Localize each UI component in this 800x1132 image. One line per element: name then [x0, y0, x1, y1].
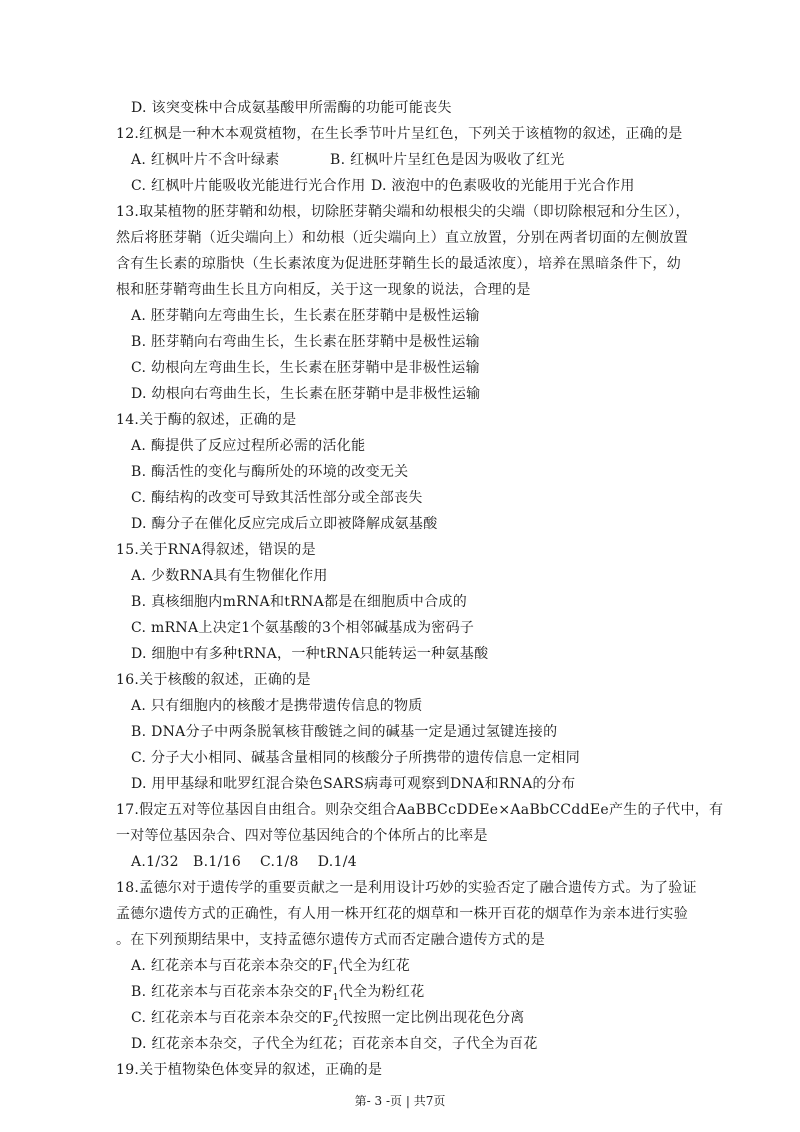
q18-option-a: A. 红花亲本与百花亲本杂交的$F_1$代全为红花	[131, 958, 411, 977]
q12-option-d: D. 液泡中的色素吸收的光能用于光合作用	[371, 178, 635, 194]
q19-stem: 19.关于植物染色体变异的叙述，正确的是	[116, 1062, 383, 1078]
q18-stem-2: 孟德尔遗传方式的正确性，有人用一株开红花的烟草和一株开百花的烟草作为亲本进行实验	[116, 906, 688, 922]
q17-stem-2: 一对等位基因杂合、四对等位基因纯合的个体所占的比率是	[116, 828, 488, 844]
q13-option-c: C. 幼根向左弯曲生长，生长素在胚芽鞘中是非极性运输	[131, 360, 480, 376]
q14-option-d: D. 酶分子在催化反应完成后立即被降解成氨基酸	[131, 516, 438, 532]
page-footer: 第- 3 -页 | 共7页	[354, 1094, 446, 1108]
q16-option-a: A. 只有细胞内的核酸才是携带遗传信息的物质	[131, 698, 423, 714]
q13-stem-3: 含有生长素的琼脂快（生长素浓度为促进胚芽鞘生长的最适浓度），培养在黑暗条件下，幼	[116, 256, 681, 272]
q12-stem: 12.红枫是一种木本观赏植物，在生长季节叶片呈红色，下列关于该植物的叙述，正确的是	[116, 126, 683, 142]
q13-stem-4: 根和胚芽鞘弯曲生长且方向相反，关于这一现象的说法，合理的是	[116, 282, 531, 298]
q12-option-a: A. 红枫叶片不含叶绿素	[131, 152, 280, 168]
q18-option-d: D. 红花亲本杂交，子代全为红花；百花亲本自交，子代全为百花	[131, 1036, 538, 1052]
q11-option-d: D. 该突变株中合成氨基酸甲所需酶的功能可能丧失	[131, 100, 452, 116]
q16-option-b: B. DNA分子中两条脱氧核苷酸链之间的碱基一定是通过氢键连接的	[131, 724, 558, 740]
q13-option-a: A. 胚芽鞘向左弯曲生长，生长素在胚芽鞘中是极性运输	[131, 308, 480, 324]
q15-option-d: D. 细胞中有多种tRNA，一种tRNA只能转运一种氨基酸	[131, 646, 489, 662]
q14-option-b: B. 酶活性的变化与酶所处的环境的改变无关	[131, 464, 409, 480]
q18-stem-3: 。在下列预期结果中，支持孟德尔遗传方式而否定融合遗传方式的是	[116, 932, 545, 948]
q15-stem: 15.关于RNA得叙述，错误的是	[116, 542, 316, 558]
q14-option-c: C. 酶结构的改变可导致其活性部分或全部丧失	[131, 490, 423, 506]
q15-option-a: A. 少数RNA具有生物催化作用	[131, 568, 328, 584]
q13-stem-1: 13.取某植物的胚芽鞘和幼根，切除胚芽鞘尖端和幼根根尖的尖端（即切除根冠和分生区），	[116, 204, 690, 220]
q13-stem-2: 然后将胚芽鞘（近尖端向上）和幼根（近尖端向上）直立放置，分别在两者切面的左侧放置	[116, 230, 688, 246]
q14-option-a: A. 酶提供了反应过程所必需的活化能	[131, 438, 366, 454]
q16-stem: 16.关于核酸的叙述，正确的是	[116, 672, 311, 688]
q18-option-c: C. 红花亲本与百花亲本杂交的$F_2$代按照一定比例出现花色分离	[131, 1010, 525, 1029]
q18-option-b: B. 红花亲本与百花亲本杂交的$F_1$代全为粉红花	[131, 984, 425, 1003]
q18-stem-1: 18.孟德尔对于遗传学的重要贡献之一是利用设计巧妙的实验否定了融合遗传方式。为了验证	[116, 880, 697, 896]
q16-option-c: C. 分子大小相同、碱基含量相同的核酸分子所携带的遗传信息一定相同	[131, 750, 581, 766]
q17-stem-1: 17.假定五对等位基因自由组合。则杂交组合AaBBCcDDEe×AaBbCCddEe产生的子代中，有	[116, 802, 724, 818]
q13-option-d: D. 幼根向右弯曲生长，生长素在胚芽鞘中是非极性运输	[131, 386, 481, 402]
q15-option-b: B. 真核细胞内mRNA和tRNA都是在细胞质中合成的	[131, 594, 467, 610]
q13-option-b: B. 胚芽鞘向右弯曲生长，生长素在胚芽鞘中是极性运输	[131, 334, 480, 350]
q16-option-d: D. 用甲基绿和吡罗红混合染色SARS病毒可观察到DNA和RNA的分布	[131, 776, 576, 792]
q12-option-b: B. 红枫叶片呈红色是因为吸收了红光	[330, 152, 565, 168]
q17-options: A.1/32 B.1/16 C.1/8 D.1/4	[131, 854, 357, 870]
q14-stem: 14.关于酶的叙述，正确的是	[116, 412, 297, 428]
q12-option-c: C. 红枫叶片能吸收光能进行光合作用	[131, 178, 366, 194]
q15-option-c: C. mRNA上决定1个氨基酸的3个相邻碱基成为密码子	[131, 620, 475, 636]
